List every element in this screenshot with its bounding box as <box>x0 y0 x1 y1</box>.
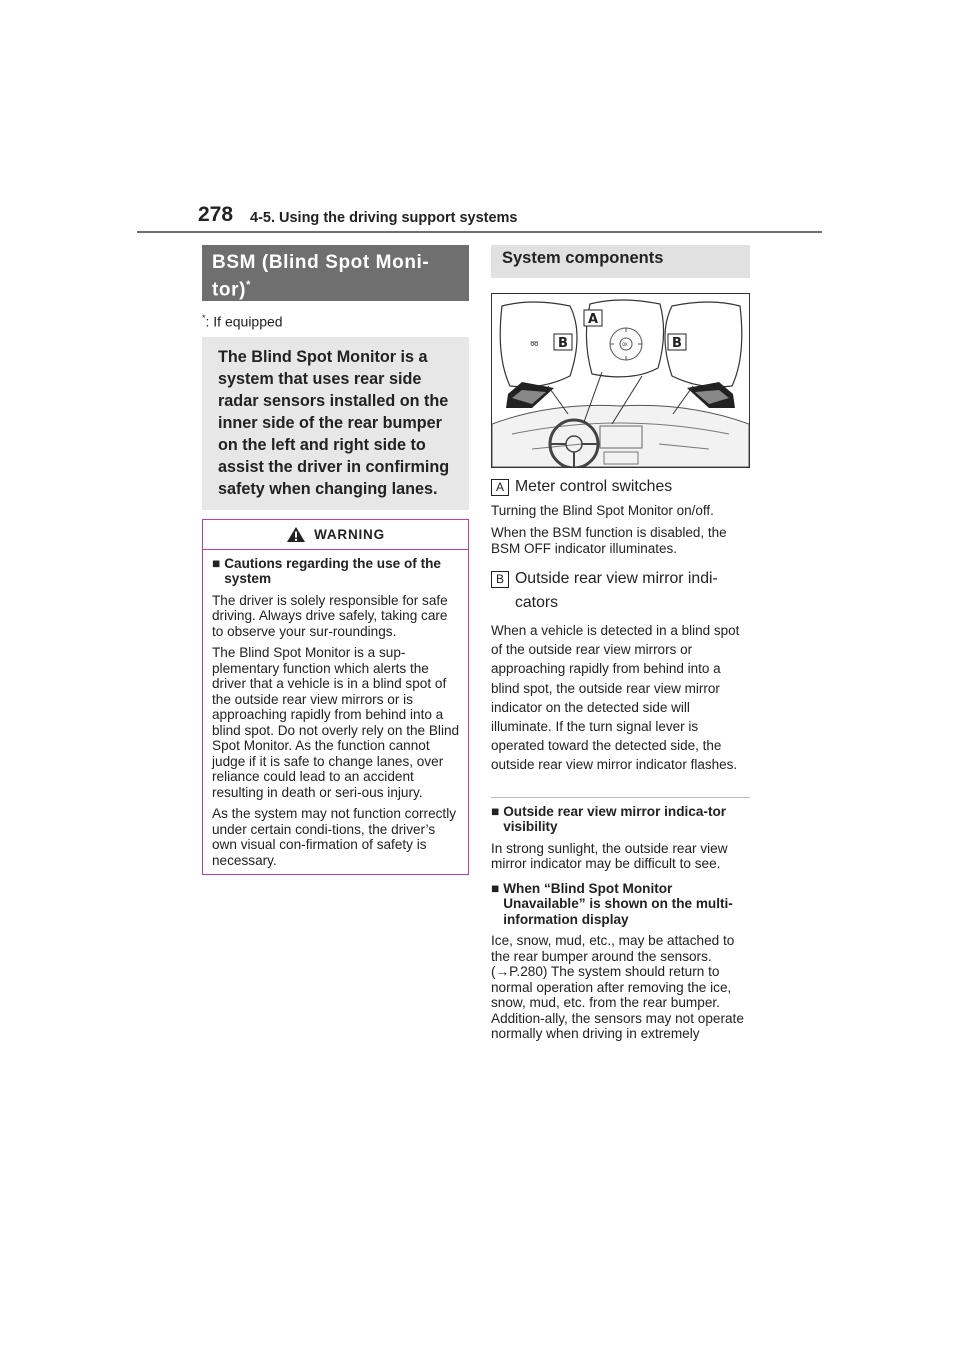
system-components-title: System components <box>502 249 664 267</box>
label-b-left: B <box>558 336 568 351</box>
square-bullet-icon: ■ <box>212 555 221 571</box>
subsection-visibility-text: In strong sunlight, the outside rear view mirror indicator may be difficult to see. <box>491 840 728 872</box>
left-column <box>202 245 469 875</box>
cockpit-illustration <box>492 294 749 467</box>
subsection-unavailable <box>491 881 750 928</box>
bsm-heading-line1: BSM (Blind Spot Moni- <box>212 252 430 273</box>
label-a: A <box>588 312 599 327</box>
bsm-heading-line2: tor) <box>212 279 247 301</box>
warning-title <box>212 556 460 587</box>
footnote-star: * <box>202 313 206 323</box>
warning-paragraph-3: As the system may not function correctly under certain condi-tions, the driver’s own visual con-firmation of safety is necessary. <box>212 806 457 868</box>
bsm-heading-line2-wrap <box>212 274 459 301</box>
square-bullet-icon: ■ <box>491 880 500 896</box>
label-b-right: B <box>672 336 682 351</box>
intro-box: The Blind Spot Monitor is a system that uses rear side radar sensors installed on the inner side of the rear bumper on the left and right side to assist the driver in confirming safety when changing lanes. <box>202 337 469 510</box>
warning-header <box>203 520 468 550</box>
right-column <box>491 245 750 1042</box>
callout-b <box>491 567 750 615</box>
callout-a-text-2: When the BSM function is disabled, the BSM OFF indicator illuminates. <box>491 525 727 556</box>
ok-label: OK <box>622 342 628 347</box>
footnote <box>202 313 469 330</box>
warning-paragraph-1: The driver is solely responsible for safe driving. Always drive safely, taking care to observe your sur-roundings. <box>212 592 448 639</box>
warning-label: WARNING <box>314 526 385 542</box>
subsection-unavailable-text: Ice, snow, mud, etc., may be attached to the rear bumper around the sensors. (→P.280) The system should return to normal operation after removing the ice, snow, mud, etc. from the rear bumper. Addition-ally, the sensors may not operate normally when driving in extremely <box>491 933 744 1042</box>
page-number: 278 <box>198 203 234 226</box>
system-components-heading <box>491 245 750 278</box>
square-bullet-icon: ■ <box>491 803 500 819</box>
svg-text:➿: ➿ <box>530 340 539 348</box>
warning-triangle-icon <box>286 526 306 543</box>
callout-b-title: Outside rear view mirror indi-cators <box>515 570 718 611</box>
section-divider <box>491 797 750 798</box>
tag-b: B <box>491 571 509 588</box>
warning-box <box>202 519 469 876</box>
warning-title-text: Cautions regarding the use of the system <box>224 555 441 587</box>
subsection-visibility <box>491 804 750 835</box>
tag-a: A <box>491 479 509 496</box>
subsection-unavailable-title: When “Blind Spot Monitor Unavailable” is shown on the multi-information display <box>503 880 733 927</box>
callout-a <box>491 477 750 497</box>
footnote-text: : If equipped <box>205 313 283 330</box>
warning-body <box>203 550 468 875</box>
callout-b-text: When a vehicle is detected in a blind spot of the outside rear view mirrors or approaching rapidly from behind into a blind spot, the outside rear view mirror indicator on the detected side will illuminate. If the turn signal lever is operated toward the detected side, the outside rear view mirror indicator flashes. <box>491 623 740 773</box>
subsection-visibility-title: Outside rear view mirror indica-tor visibility <box>503 803 727 835</box>
section-title: 4-5. Using the driving support systems <box>250 210 518 226</box>
cockpit-diagram <box>491 293 750 468</box>
callout-a-title: Meter control switches <box>515 478 673 495</box>
header-rule <box>137 231 822 233</box>
warning-paragraph-2: The Blind Spot Monitor is a sup-plementary function which alerts the driver that a vehicle is in a blind spot of the outside rear view mirrors or is approaching rapidly from behind into a blind spot. Do not overly rely on the Blind Spot Monitor. As the function cannot judge if it is safe to change lanes, over reliance could lead to an accident resulting in death or seri-ous injury. <box>212 645 460 800</box>
bsm-heading-star: * <box>246 279 251 291</box>
callout-a-text-1: Turning the Blind Spot Monitor on/off. <box>491 503 714 518</box>
bsm-heading <box>202 245 469 301</box>
